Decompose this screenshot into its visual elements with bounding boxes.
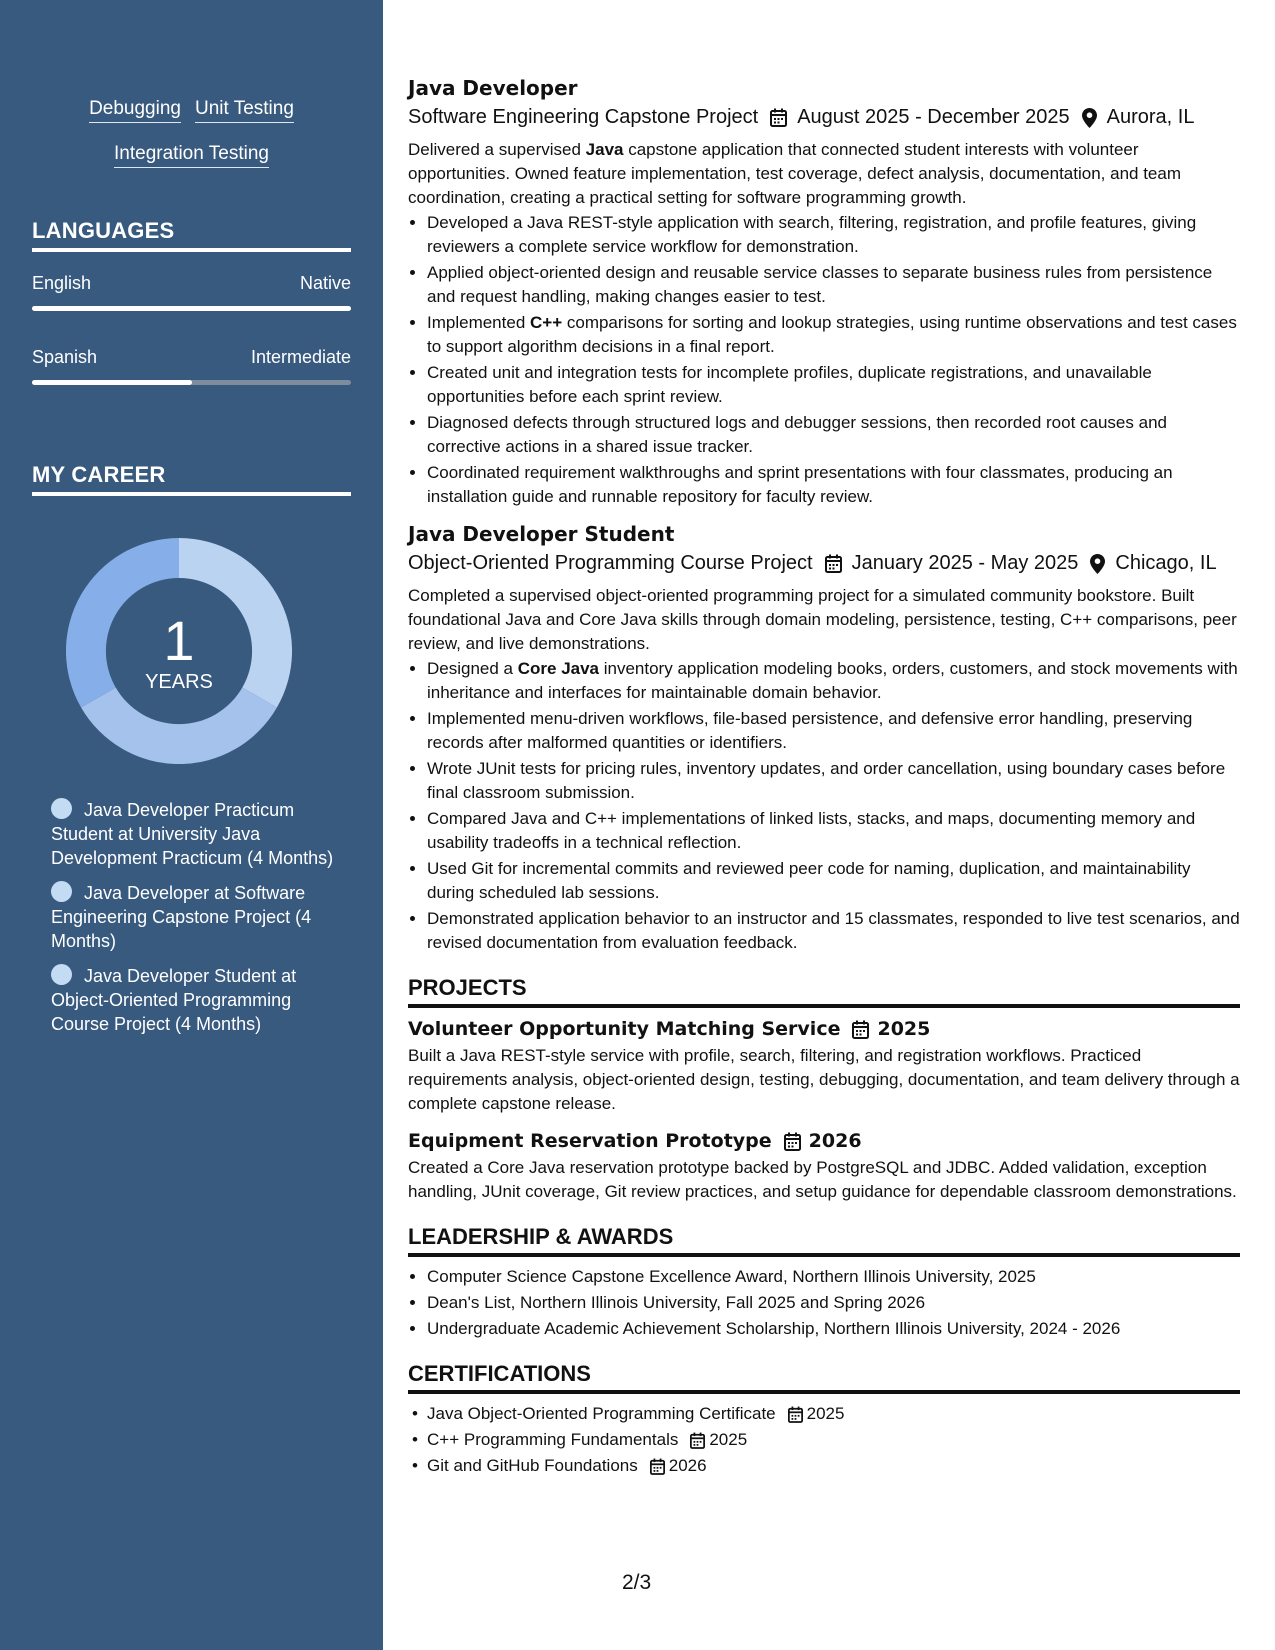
certifications-heading: CERTIFICATIONS (408, 1361, 1240, 1394)
cert-name: • Git and GitHub Foundations (427, 1456, 638, 1475)
list-item: • Developed a Java REST-style application with search, filtering, registration, and profile features, giving reviewers a complete service workflow for demonstration. (427, 211, 1240, 259)
job-dates: August 2025 - December 2025 (797, 106, 1070, 128)
cert-year: 2025 (709, 1430, 748, 1449)
list-item: • Implemented C++ comparisons for sorting and lookup strategies, using runtime observations and test cases to support algorithm decisions in a final report. (427, 311, 1240, 359)
project-title-row (408, 1018, 1240, 1040)
cert-year: 2025 (806, 1404, 845, 1423)
language-level: Native (299, 273, 351, 293)
career-item-text: Java Developer Practicum Student at University Java Development Practicum (4 Months) (51, 800, 334, 868)
certifications-list (408, 1402, 1240, 1478)
job-organization: Object-Oriented Programming Course Project (408, 552, 813, 574)
list-item: • Compared Java and C++ implementations of linked lists, stacks, and maps, documenting memory and usability tradeoffs in a technical reflection. (427, 807, 1240, 855)
career-years-label: YEARS (145, 671, 213, 693)
projects-heading: PROJECTS (408, 975, 1240, 1008)
project-year: 2025 (877, 1018, 931, 1040)
location-pin-icon (1090, 554, 1105, 574)
calendar-icon (690, 1432, 705, 1449)
page-number: 2/3 (622, 1571, 652, 1594)
project-title: Volunteer Opportunity Matching Service (408, 1018, 841, 1040)
career-item (51, 964, 351, 1036)
project-description: Built a Java REST-style service with profile, search, filtering, and registration workflows. Practiced requirements analysis, object-oriented design, testing, debugging, documentation, and team delivery through a complete capstone release. (408, 1046, 1240, 1113)
job-location: Chicago, IL (1115, 552, 1217, 574)
cert-name: • Java Object-Oriented Programming Certificate (427, 1404, 776, 1423)
job-description: Completed a supervised object-oriented programming project for a simulated community bookstore. Built foundational Java and Core Java skills through domain modeling, persistence, testing, C++ comparisons, peer review, and live demonstrations. (408, 586, 1237, 653)
certifications-section (408, 1361, 1240, 1478)
bullet-dot-icon (51, 964, 72, 985)
language-proficiency-bar (32, 306, 351, 311)
location-pin-icon (1082, 108, 1097, 128)
skills-list (32, 86, 351, 176)
list-item (427, 1454, 1240, 1478)
language-item (32, 347, 351, 385)
list-item: • Demonstrated application behavior to an instructor and 15 classmates, responded to live test scenarios, and revised documentation from evaluation feedback. (427, 907, 1240, 955)
leadership-heading: LEADERSHIP & AWARDS (408, 1224, 1240, 1257)
career-item-text: Java Developer Student at Object-Oriented Programming Course Project (4 Months) (51, 966, 297, 1034)
language-level: Intermediate (250, 347, 351, 367)
list-item (427, 1402, 1240, 1426)
donut-segment (81, 688, 277, 765)
job-title: Java Developer Student (408, 522, 675, 546)
language-name: English (32, 273, 92, 293)
list-item: • Coordinated requirement walkthroughs and sprint presentations with four classmates, producing an installation guide and runnable repository for faculty review. (427, 461, 1240, 509)
calendar-icon (825, 554, 842, 573)
project-year: 2026 (808, 1130, 862, 1152)
calendar-icon (770, 108, 787, 127)
bullet-dot-icon (51, 798, 72, 819)
calendar-icon (784, 1132, 801, 1151)
project-title: Equipment Reservation Prototype (408, 1130, 772, 1152)
career-years-value: 1 (163, 609, 195, 672)
job-meta (408, 552, 1240, 575)
career-item (51, 798, 351, 870)
calendar-icon (852, 1020, 869, 1039)
list-item: • Dean's List, Northern Illinois University, Fall 2025 and Spring 2026 (427, 1291, 1240, 1315)
language-name: Spanish (32, 347, 98, 367)
job-title: Java Developer (408, 76, 578, 100)
list-item: • Designed a Core Java inventory application modeling books, orders, customers, and stock movements with inheritance and interfaces for maintainable domain behavior. (427, 657, 1240, 705)
job-dates: January 2025 - May 2025 (851, 552, 1079, 574)
language-proficiency-bar (32, 380, 351, 385)
list-item: • Used Git for incremental commits and reviewed peer code for naming, duplication, and maintainability during scheduled lab sessions. (427, 857, 1240, 905)
language-proficiency-fill (32, 380, 192, 385)
cert-name: • C++ Programming Fundamentals (427, 1430, 679, 1449)
languages-heading: LANGUAGES (32, 218, 351, 252)
job-organization: Software Engineering Capstone Project (408, 106, 759, 128)
job-entry (408, 76, 1240, 509)
bullet-dot-icon (51, 881, 72, 902)
skill-tag: Debugging (89, 98, 181, 123)
skill-tag: Unit Testing (195, 98, 294, 123)
leadership-section (408, 1224, 1240, 1341)
project-title-row (408, 1130, 1240, 1152)
job-entry (408, 522, 1240, 955)
list-item: • Applied object-oriented design and reusable service classes to separate business rules from persistence and request handling, making changes easier to test. (427, 261, 1240, 309)
list-item (427, 1428, 1240, 1452)
language-item (32, 273, 351, 311)
career-donut-chart (66, 538, 292, 764)
list-item: • Diagnosed defects through structured logs and debugger sessions, then recorded root causes and corrective actions in a shared issue tracker. (427, 411, 1240, 459)
main-content (408, 76, 1240, 1480)
calendar-icon (788, 1406, 803, 1423)
sidebar (0, 0, 383, 1650)
job-bullets (408, 657, 1240, 955)
project-description: Created a Core Java reservation prototype backed by PostgreSQL and JDBC. Added validation, exception handling, JUnit coverage, Git review practices, and setup guidance for dependable classroom demonstrations. (408, 1158, 1237, 1201)
list-item: • Created unit and integration tests for incomplete profiles, duplicate registrations, and unavailable opportunities before each sprint review. (427, 361, 1240, 409)
career-heading: MY CAREER (32, 462, 351, 496)
career-item-text: Java Developer at Software Engineering Capstone Project (4 Months) (51, 883, 312, 951)
career-list (32, 798, 351, 1036)
leadership-list (408, 1265, 1240, 1341)
career-item (51, 881, 351, 953)
projects-section (408, 975, 1240, 1204)
job-meta (408, 106, 1240, 129)
calendar-icon (650, 1458, 665, 1475)
list-item: • Wrote JUnit tests for pricing rules, inventory updates, and order cancellation, using boundary cases before final classroom submission. (427, 757, 1240, 805)
job-description: Delivered a supervised Java capstone application that connected student interests with volunteer opportunities. Owned feature implementation, test coverage, defect analysis, documentation, and team coordination, creating a practical setting for software programming growth. (408, 140, 1182, 207)
language-proficiency-fill (32, 306, 351, 311)
cert-year: 2026 (668, 1456, 707, 1475)
list-item: • Implemented menu-driven workflows, file-based persistence, and defensive error handling, preserving records after malformed quantities or identifiers. (427, 707, 1240, 755)
list-item: • Undergraduate Academic Achievement Scholarship, Northern Illinois University, 2024 - 2026 (427, 1317, 1240, 1341)
job-location: Aurora, IL (1106, 106, 1195, 128)
job-bullets (408, 211, 1240, 509)
skill-tag: Integration Testing (114, 143, 269, 168)
list-item: • Computer Science Capstone Excellence Award, Northern Illinois University, 2025 (427, 1265, 1240, 1289)
